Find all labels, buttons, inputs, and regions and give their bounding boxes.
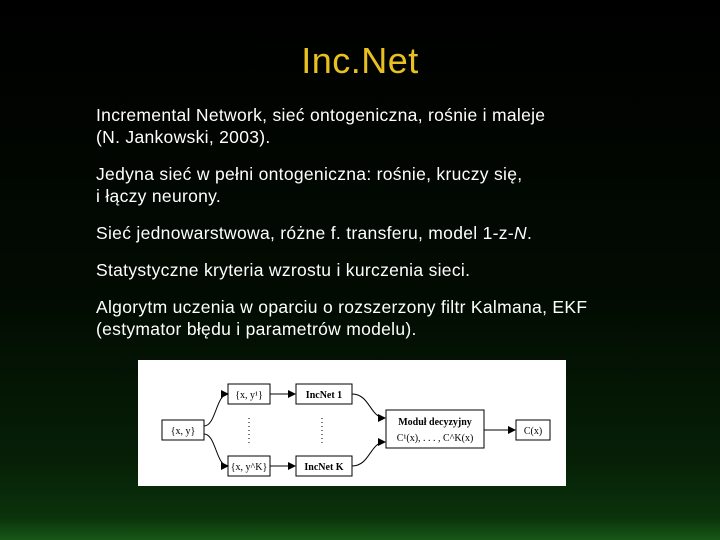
subset-bottom-label: {x, y^K} [230,462,268,473]
decision-module-args: C¹(x), . . . , C^K(x) [396,433,474,444]
arrow-net-top-to-decision [352,394,385,418]
branch-bottom-arrow [204,434,228,466]
diagram-svg [138,360,566,486]
bullet-italic-n: N [513,223,527,243]
bullet-line: (estymator błędu i parametrów modelu). [96,319,417,339]
slide-title: Inc.Net [301,40,419,81]
arrow-net-bottom-to-decision [352,442,385,466]
bullet-period: . [526,223,533,243]
bullet-line: Jedyna sieć w pełni ontogeniczna: rośnie, kruczy się, [96,164,523,184]
bullet-line: Statystyczne kryteria wzrostu i kurczenia sieci. [96,260,471,280]
bullet-line [96,222,696,244]
bullet-text: Sieć jednowarstwowa, różne f. transferu, model 1-z- [96,223,514,243]
decision-module-title: Moduł decyzyjny [398,417,472,428]
bullet-item [96,222,696,244]
bullet-line: Incremental Network, sieć ontogeniczna, rośnie i maleje [96,105,546,125]
bullet-item [96,104,696,148]
bullet-line: Algorytm uczenia w oparciu o rozszerzony filtr Kalmana, EKF [96,297,588,317]
bullet-item [96,163,696,207]
input-label: {x, y} [170,426,196,437]
incnet-top-label: IncNet 1 [305,390,343,401]
incnet-bottom-label: IncNet K [304,462,344,473]
bottom-glow [0,518,720,540]
subset-top-label: {x, y¹} [235,390,263,401]
output-label: C(x) [523,426,543,437]
bullet-item [96,259,696,281]
bullet-line: i łączy neurony. [96,186,222,206]
bullet-line: (N. Jankowski, 2003). [96,127,271,147]
branch-top-arrow [204,394,228,426]
bullet-item [96,296,696,340]
bullet-list [96,104,696,355]
incnet-diagram [138,360,566,486]
